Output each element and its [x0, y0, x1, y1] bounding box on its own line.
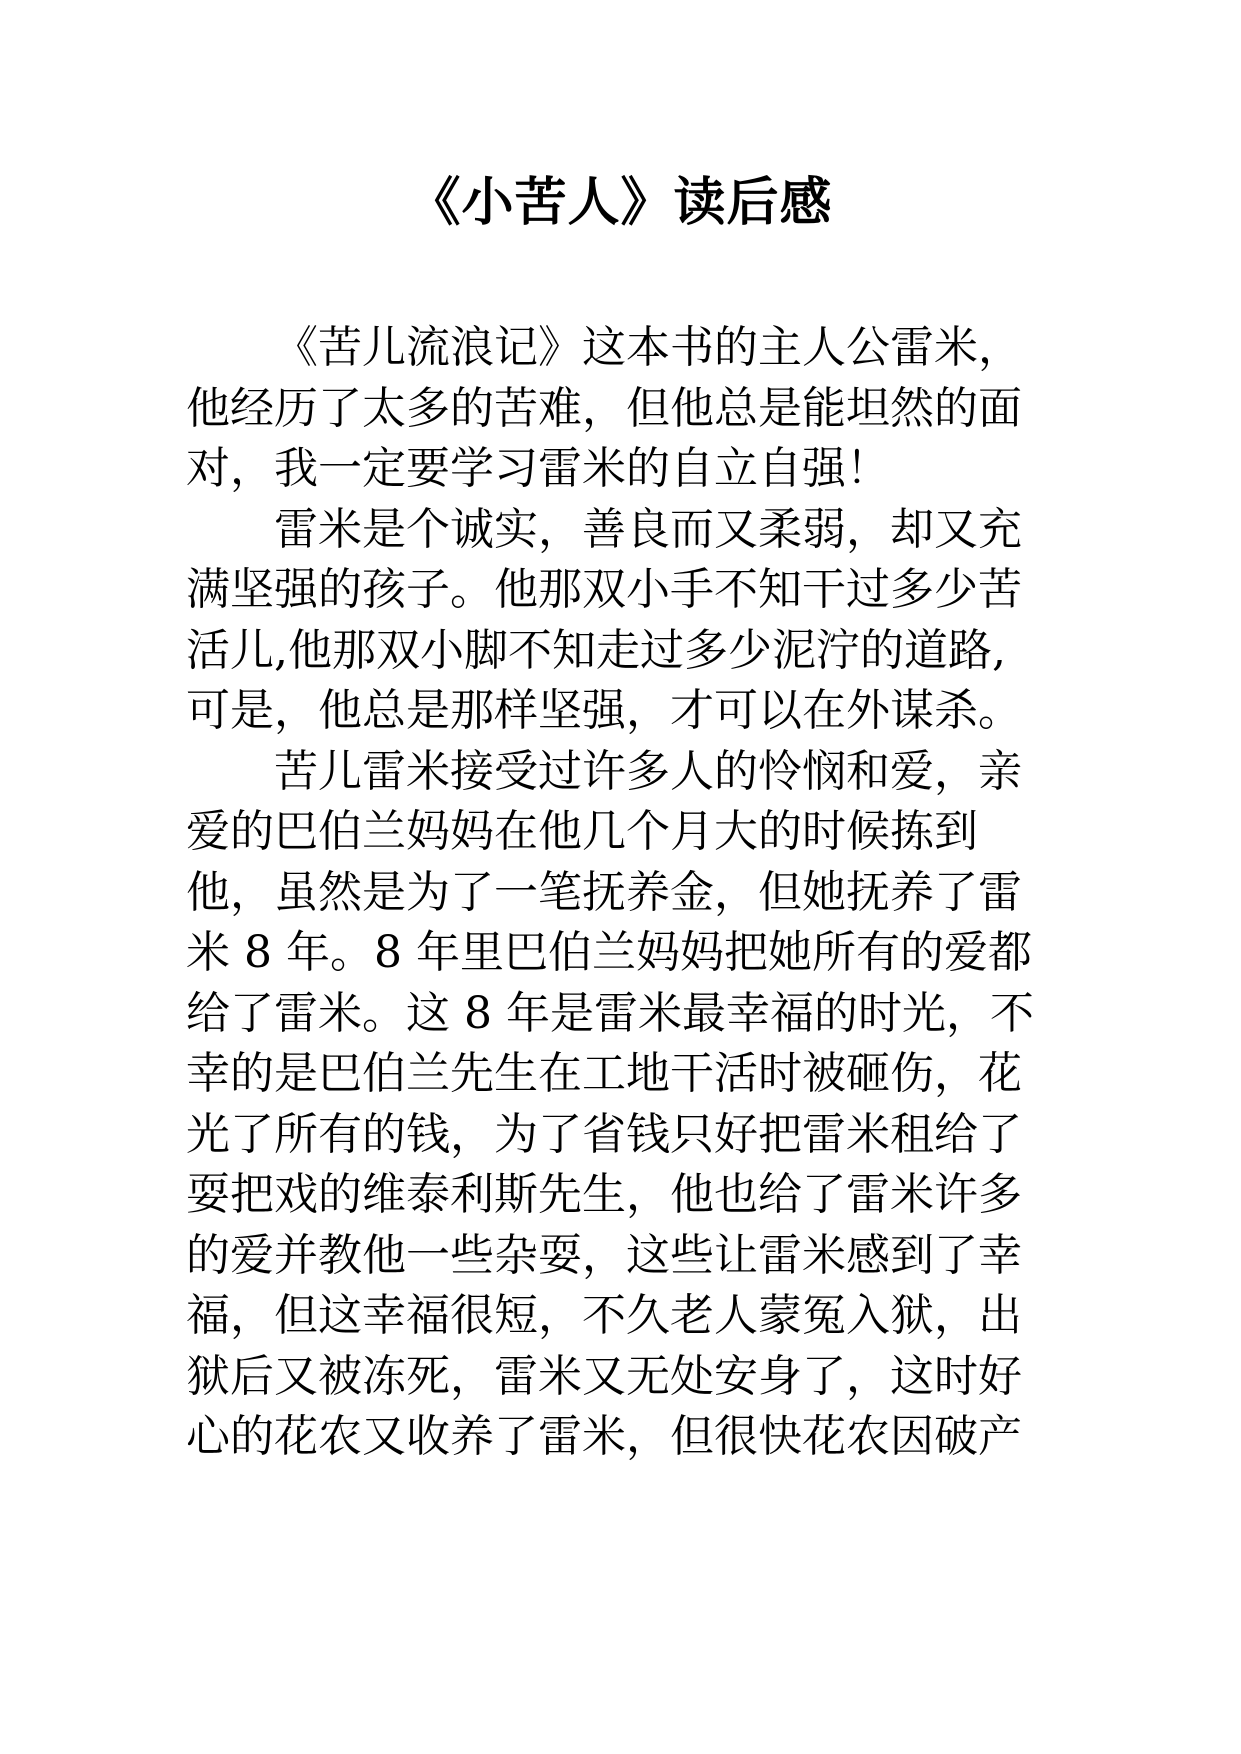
- paragraph-line: 米 8 年。8 年里巴伯兰妈妈把她所有的爱都: [186, 927, 1032, 978]
- paragraph-line: 的爱并教他一些杂耍，这些让雷米感到了幸: [186, 1229, 1022, 1281]
- paragraph-line: 雷米是个诚实，善良而又柔弱，却又充: [274, 503, 1022, 555]
- paragraph-line: 可是，他总是那样坚强，才可以在外谋杀。: [186, 685, 1022, 736]
- paragraph-line: 耍把戏的维泰利斯先生，他也给了雷米许多: [186, 1169, 1022, 1220]
- paragraph-line: 狱后又被冻死，雷米又无处安身了，这时好: [186, 1350, 1022, 1402]
- paragraph-line: 给了雷米。这 8 年是雷米最幸福的时光，不: [186, 987, 1034, 1039]
- paragraph-line: 满坚强的孩子。他那双小手不知干过多少苦: [186, 564, 1022, 615]
- paragraph-line: 活儿,他那双小脚不知走过多少泥泞的道路,: [186, 624, 1006, 676]
- document-title: 《小苦人》读后感: [408, 172, 833, 233]
- paragraph-line: 《苦儿流浪记》这本书的主人公雷米，: [274, 322, 1022, 373]
- paragraph-line: 爱的巴伯兰妈妈在他几个月大的时候拣到: [186, 806, 978, 857]
- paragraph-line: 福，但这幸福很短，不久老人蒙冤入狱，出: [186, 1290, 1022, 1341]
- paragraph-line: 他经历了太多的苦难，但他总是能坦然的面: [186, 382, 1022, 434]
- paragraph-line: 光了所有的钱，为了省钱只好把雷米租给了: [186, 1108, 1022, 1160]
- paragraph-line: 幸的是巴伯兰先生在工地干活时被砸伤，花: [186, 1048, 1022, 1099]
- paragraph-line: 心的花农又收养了雷米，但很快花农因破产: [186, 1411, 1022, 1462]
- paragraph-line: 他，虽然是为了一笔抚养金，但她抚养了雷: [186, 866, 1022, 918]
- document-body: [186, 318, 1066, 1468]
- paragraph-line: 对，我一定要学习雷米的自立自强！: [186, 443, 890, 494]
- paragraph-line: 苦儿雷米接受过许多人的怜悯和爱，亲: [274, 745, 1022, 797]
